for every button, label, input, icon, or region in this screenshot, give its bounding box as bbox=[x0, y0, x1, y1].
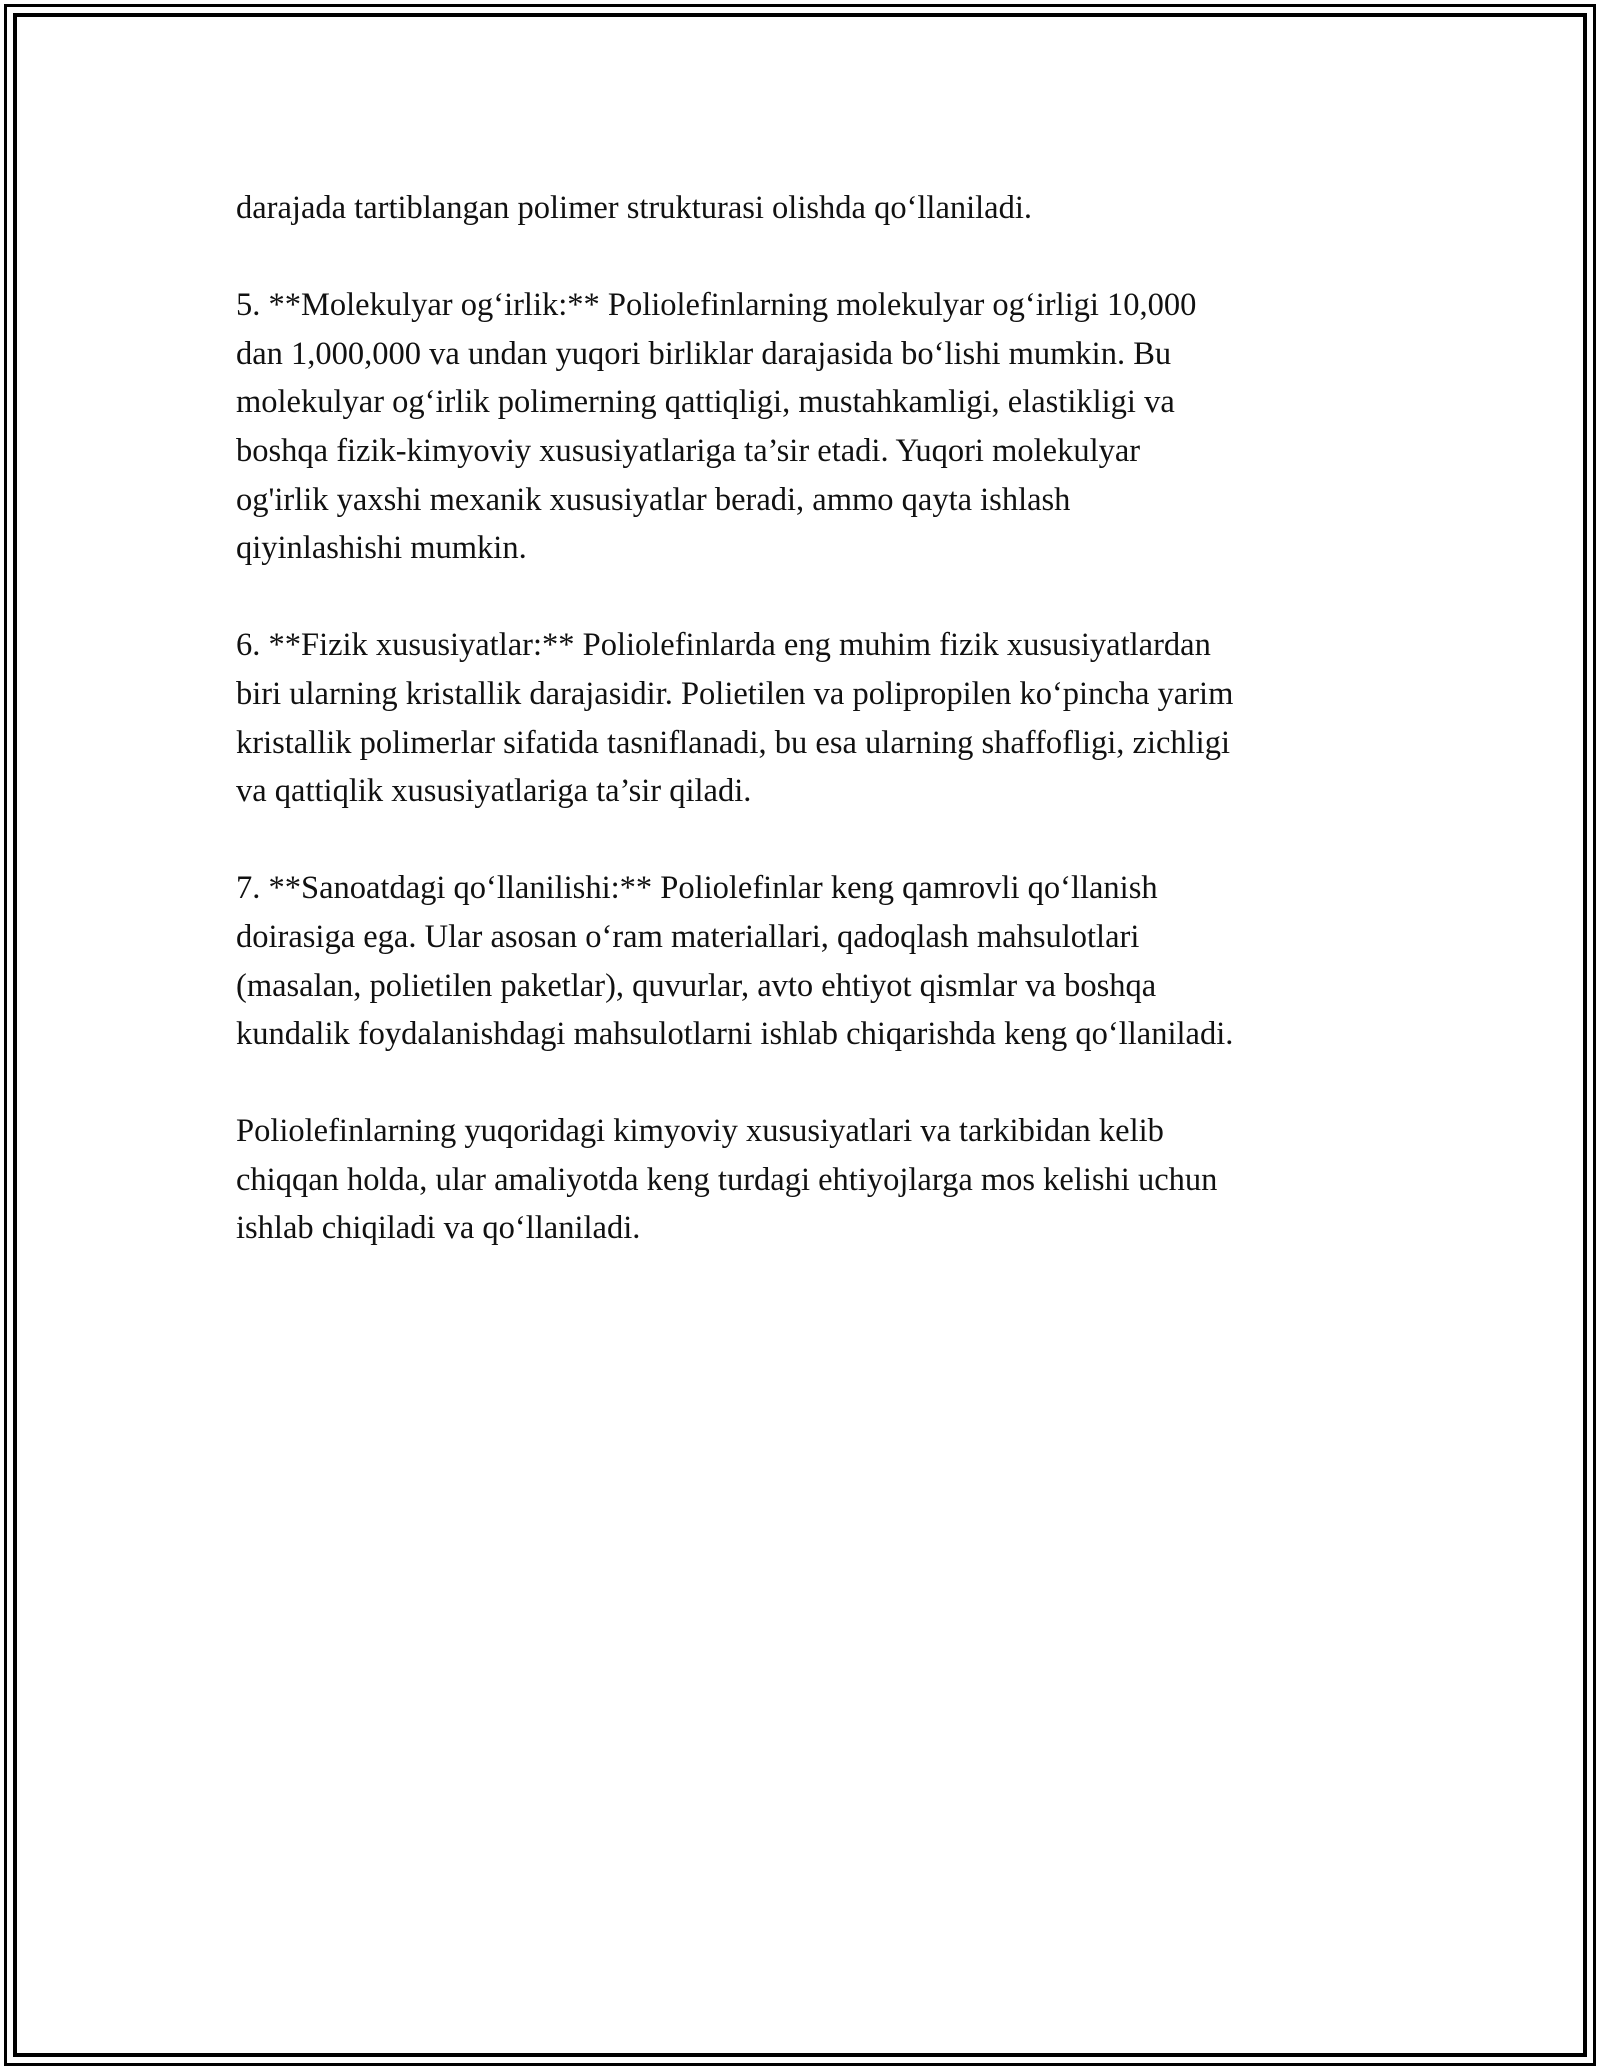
paragraph-industrial-use: 7. **Sanoatdagi qo‘llanilishi:** Poliolefinlar keng qamrovli qo‘llanish doirasiga ega. Ular asosan o‘ram materiallari, qadoqlash mahsulotlari (masalan, polietilen paketlar), quvurlar, avto ehtiyot qismlar va boshqa kundalik foydalanishdagi mahsulotlarni ishlab chiqarishda keng qo‘llaniladi. bbox=[236, 870, 1234, 1053]
document-body bbox=[236, 184, 1386, 1302]
paragraph-molecular-weight: 5. **Molekulyar og‘irlik:** Poliolefinlarning molekulyar og‘irligi 10,000 dan 1,000,000 va undan yuqori birliklar darajasida bo‘lishi mumkin. Bu molekulyar og‘irlik polimerning qattiqligi, mustahkamligi, elastikligi va boshqa fizik-kimyoviy xususiyatlariga ta’sir etadi. Yuqori molekulyar og'irlik yaxshi mexanik xususiyatlar beradi, ammo qayta ishlash qiyinlashishi mumkin. bbox=[236, 287, 1197, 567]
paragraph-physical-properties: 6. **Fizik xususiyatlar:** Poliolefinlarda eng muhim fizik xususiyatlardan biri ularning kristallik darajasidir. Polietilen va polipropilen ko‘pincha yarim kristallik polimerlar sifatida tasniflanadi, bu esa ularning shaffofligi, zichligi va qattiqlik xususiyatlariga ta’sir qiladi. bbox=[236, 627, 1234, 810]
paragraph-continuation: darajada tartiblangan polimer strukturasi olishda qo‘llaniladi. bbox=[236, 190, 1033, 226]
paragraph-conclusion: Poliolefinlarning yuqoridagi kimyoviy xususiyatlari va tarkibidan kelib chiqqan holda, ular amaliyotda keng turdagi ehtiyojlarga mos kelishi uchun ishlab chiqiladi va qo‘llaniladi. bbox=[236, 1113, 1218, 1247]
